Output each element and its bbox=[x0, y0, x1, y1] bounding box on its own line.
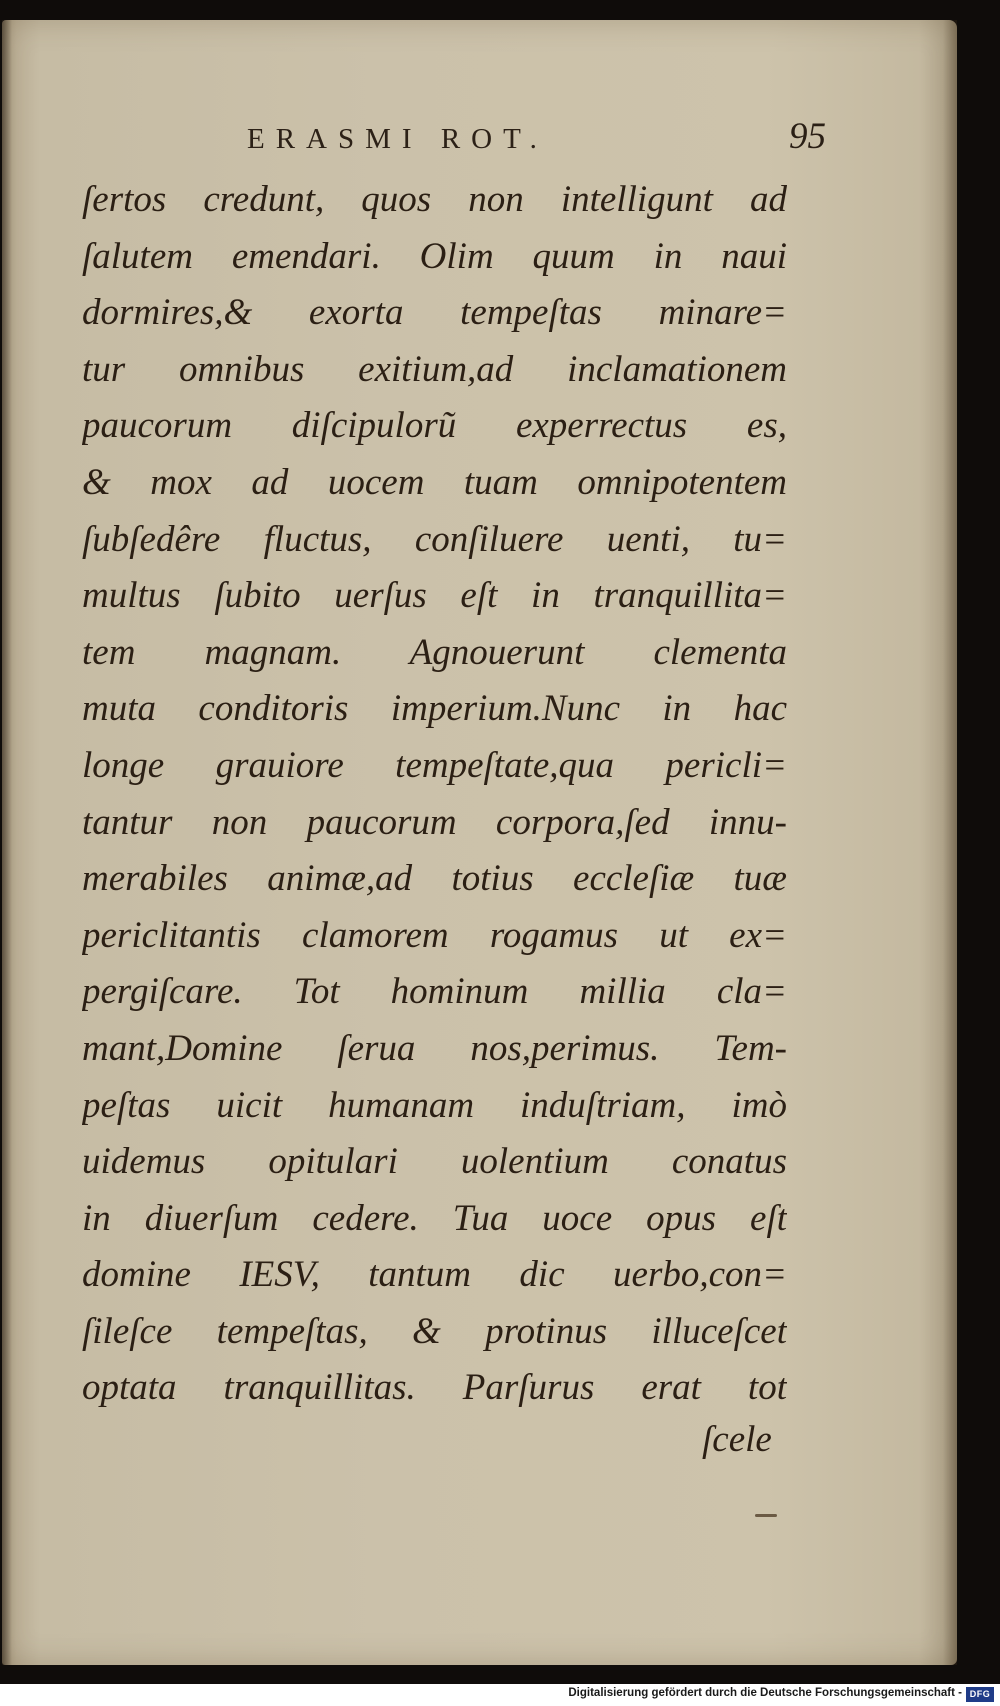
text-line: ſertos credunt, quos non intelligunt ad bbox=[82, 179, 787, 220]
text-line: & mox ad uocem tuam omnipotentem bbox=[82, 461, 787, 503]
text-line: ſileſce tempeſtas, & protinus illuceſcet bbox=[82, 1310, 787, 1352]
running-head: ERASMI ROT. bbox=[247, 123, 548, 155]
text-line: periclitantis clamorem rogamus ut ex= bbox=[82, 914, 787, 956]
text-line: tem magnam. Agnouerunt clementa bbox=[82, 631, 787, 673]
text-line: uidemus opitulari uolentium conatus bbox=[82, 1141, 787, 1183]
text-line: optata tranquillitas. Parſurus erat tot bbox=[82, 1367, 787, 1409]
ink-speck bbox=[755, 1514, 777, 1517]
text-line: pergiſcare. Tot hominum millia cla= bbox=[82, 971, 787, 1013]
page-edge-shadow bbox=[943, 20, 957, 1665]
text-line: ſubſedêre fluctus, conſiluere uenti, tu= bbox=[82, 518, 787, 560]
text-line: merabiles animæ,ad totius eccleſiæ tuæ bbox=[82, 858, 787, 900]
catchword: ſcele bbox=[702, 1419, 772, 1460]
text-line: paucorum diſcipulorũ experrectus es, bbox=[82, 405, 787, 447]
body-text bbox=[82, 172, 787, 1417]
text-line: multus ſubito uerſus eſt in tranquillita= bbox=[82, 575, 787, 617]
text-line: longe grauiore tempeſtate,qua pericli= bbox=[82, 744, 787, 786]
text-line: mant,Domine ſerua nos,perimus. Tem- bbox=[82, 1027, 787, 1069]
text-line: peſtas uicit humanam induſtriam, imò bbox=[82, 1084, 787, 1126]
text-line: ſalutem emendari. Olim quum in naui bbox=[82, 235, 787, 277]
text-line: tur omnibus exitium,ad inclamationem bbox=[82, 348, 787, 390]
text-line: in diuerſum cedere. Tua uoce opus eſt bbox=[82, 1197, 787, 1239]
text-line: dormires,& exorta tempeſtas minare= bbox=[82, 292, 787, 334]
funding-credit: Digitalisierung gefördert durch die Deutsche Forschungsgemeinschaft - bbox=[568, 1687, 962, 1699]
text-line: domine IESV, tantum dic uerbo,con= bbox=[82, 1254, 787, 1296]
page-number: 95 bbox=[789, 116, 826, 157]
text-line: muta conditoris imperium.Nunc in hac bbox=[82, 688, 787, 730]
dfg-logo: DFG bbox=[966, 1687, 994, 1702]
spine-shadow bbox=[2, 20, 12, 1665]
book-page bbox=[2, 20, 957, 1665]
text-line: tantur non paucorum corpora,ſed innu- bbox=[82, 801, 787, 843]
